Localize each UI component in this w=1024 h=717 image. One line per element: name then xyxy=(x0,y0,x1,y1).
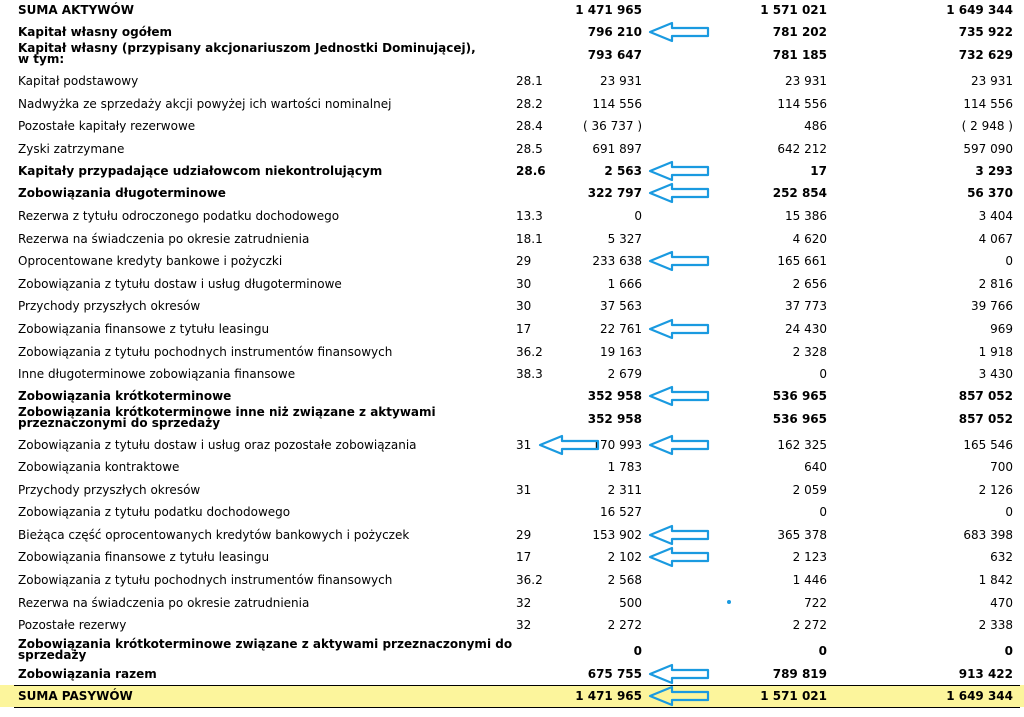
row-label: Zobowiązania z tytułu dostaw i usług długoterminowe xyxy=(18,277,342,291)
value-col-2: 4 620 xyxy=(792,232,827,246)
value-col-3: 23 931 xyxy=(971,74,1013,88)
value-col-1: 233 638 xyxy=(592,254,642,268)
value-col-1: ( 36 737 ) xyxy=(583,119,642,133)
value-col-2: 2 059 xyxy=(792,483,827,497)
row-label: Pozostałe rezerwy xyxy=(18,618,127,632)
value-col-1: 19 163 xyxy=(600,345,642,359)
value-col-1: 1 471 965 xyxy=(575,3,642,17)
value-col-3: 1 918 xyxy=(978,345,1013,359)
value-col-1: 796 210 xyxy=(587,25,642,39)
value-col-3: 2 126 xyxy=(978,483,1013,497)
row-label: Kapitał podstawowy xyxy=(18,74,139,88)
value-col-3: 632 xyxy=(990,550,1013,564)
row-label: Oprocentowane kredyty bankowe i pożyczki xyxy=(18,254,283,268)
value-col-1: 352 958 xyxy=(587,412,642,426)
row-label: Pozostałe kapitały rezerwowe xyxy=(18,119,196,133)
value-col-2: 1 571 021 xyxy=(760,3,827,17)
row-label: Rezerwa na świadczenia po okresie zatrudnienia xyxy=(18,596,310,610)
note-number: 13.3 xyxy=(516,209,543,223)
row-label: Zyski zatrzymane xyxy=(18,142,125,156)
arrow-left-icon xyxy=(650,436,708,454)
value-col-2: 252 854 xyxy=(772,186,827,200)
value-col-3: 597 090 xyxy=(963,142,1013,156)
row-label: SUMA AKTYWÓW xyxy=(18,3,134,17)
note-number: 32 xyxy=(516,596,532,610)
value-col-1: 2 563 xyxy=(604,164,642,178)
value-col-3: 1 649 344 xyxy=(946,3,1013,17)
row-label: Zobowiązania krótkoterminowe związane z aktywami przeznaczonymi do sprzedaży xyxy=(18,637,513,662)
value-col-1: 2 568 xyxy=(607,573,642,587)
row-label: Kapitały przypadające udziałowcom niekontrolującym xyxy=(18,164,383,178)
value-col-1: 1 471 965 xyxy=(575,689,642,703)
value-col-3: 857 052 xyxy=(958,412,1013,426)
arrow-left-icon xyxy=(650,665,708,683)
value-col-1: 2 272 xyxy=(607,618,642,632)
arrow-left-icon xyxy=(650,162,708,180)
value-col-2: 1 571 021 xyxy=(760,689,827,703)
value-col-2: 536 965 xyxy=(772,412,827,426)
value-col-3: 683 398 xyxy=(963,528,1013,542)
row-label: Przychody przyszłych okresów xyxy=(18,299,201,313)
note-number: 28.6 xyxy=(516,164,546,178)
row-label: Inne długoterminowe zobowiązania finansowe xyxy=(18,367,296,381)
row-label: Zobowiązania razem xyxy=(18,667,157,681)
value-col-3: 3 404 xyxy=(978,209,1013,223)
value-col-3: 700 xyxy=(990,460,1013,474)
value-col-1: 793 647 xyxy=(587,48,642,62)
value-col-1: 16 527 xyxy=(600,505,642,519)
note-number: 28.4 xyxy=(516,119,543,133)
arrow-left-icon xyxy=(650,548,708,566)
row-label: Zobowiązania kontraktowe xyxy=(18,460,180,474)
value-col-1: 500 xyxy=(619,596,642,610)
value-col-1: 22 761 xyxy=(600,322,642,336)
value-col-2: 23 931 xyxy=(785,74,827,88)
value-col-1: 0 xyxy=(633,644,642,658)
row-label: Zobowiązania długoterminowe xyxy=(18,186,226,200)
arrow-left-icon xyxy=(540,436,598,454)
value-col-3: 114 556 xyxy=(963,97,1013,111)
value-col-1: 23 931 xyxy=(600,74,642,88)
value-col-3: 56 370 xyxy=(967,186,1013,200)
note-number: 17 xyxy=(516,322,532,336)
value-col-2: 0 xyxy=(818,644,827,658)
note-number: 36.2 xyxy=(516,345,543,359)
value-col-1: 2 102 xyxy=(607,550,642,564)
row-label: Zobowiązania z tytułu podatku dochodowego xyxy=(18,505,291,519)
value-col-2: 1 446 xyxy=(792,573,827,587)
stray-dot xyxy=(727,600,731,604)
value-col-2: 536 965 xyxy=(772,389,827,403)
value-col-3: 2 338 xyxy=(978,618,1013,632)
row-label: Zobowiązania z tytułu pochodnych instrumentów finansowych xyxy=(18,573,393,587)
value-col-1: 0 xyxy=(634,209,642,223)
note-number: 28.5 xyxy=(516,142,543,156)
arrow-left-icon xyxy=(650,184,708,202)
value-col-2: 165 661 xyxy=(777,254,827,268)
value-col-1: 352 958 xyxy=(587,389,642,403)
value-col-3: 470 xyxy=(990,596,1013,610)
row-label: SUMA PASYWÓW xyxy=(18,689,133,703)
row-label: Zobowiązania z tytułu dostaw i usług oraz pozostałe zobowiązania xyxy=(18,438,417,452)
row-label: Zobowiązania krótkoterminowe inne niż związane z aktywami przeznaczonymi do sprzedaży xyxy=(18,405,436,430)
value-col-2: 17 xyxy=(810,164,827,178)
value-col-2: 789 819 xyxy=(772,667,827,681)
arrow-left-icon xyxy=(650,687,708,705)
arrow-left-icon xyxy=(650,526,708,544)
value-col-1: 153 902 xyxy=(592,528,642,542)
value-col-2: 2 272 xyxy=(792,618,827,632)
arrow-left-icon xyxy=(650,252,708,270)
row-label: Zobowiązania krótkoterminowe xyxy=(18,389,232,403)
value-col-3: 1 649 344 xyxy=(946,689,1013,703)
value-col-3: 2 816 xyxy=(978,277,1013,291)
row-label: Nadwyżka ze sprzedaży akcji powyżej ich wartości nominalnej xyxy=(18,97,392,111)
row-label: Kapitał własny (przypisany akcjonariuszom Jednostki Dominującej), w tym: xyxy=(18,41,476,66)
value-col-1: 691 897 xyxy=(592,142,642,156)
value-col-3: ( 2 948 ) xyxy=(961,119,1013,133)
value-col-2: 24 430 xyxy=(785,322,827,336)
value-col-2: 0 xyxy=(819,505,827,519)
value-col-2: 37 773 xyxy=(785,299,827,313)
note-number: 31 xyxy=(516,483,532,497)
row-label: Zobowiązania finansowe z tytułu leasingu xyxy=(18,322,270,336)
value-col-1: 2 311 xyxy=(607,483,642,497)
arrow-left-icon xyxy=(650,23,708,41)
value-col-2: 114 556 xyxy=(777,97,827,111)
value-col-2: 2 123 xyxy=(792,550,827,564)
value-col-2: 486 xyxy=(804,119,827,133)
value-col-1: 2 679 xyxy=(607,367,642,381)
note-number: 29 xyxy=(516,528,532,542)
value-col-3: 913 422 xyxy=(958,667,1013,681)
value-col-3: 4 067 xyxy=(978,232,1013,246)
note-number: 30 xyxy=(516,277,532,291)
note-number: 31 xyxy=(516,438,532,452)
row-label: Rezerwa z tytułu odroczonego podatku dochodowego xyxy=(18,209,340,223)
note-number: 28.2 xyxy=(516,97,543,111)
row-label: Kapitał własny ogółem xyxy=(18,25,173,39)
value-col-1: 170 993 xyxy=(592,438,642,452)
note-number: 38.3 xyxy=(516,367,543,381)
value-col-1: 1 783 xyxy=(607,460,642,474)
row-label: Zobowiązania z tytułu pochodnych instrumentów finansowych xyxy=(18,345,393,359)
note-number: 30 xyxy=(516,299,532,313)
value-col-3: 0 xyxy=(1005,505,1013,519)
arrow-left-icon xyxy=(650,387,708,405)
value-col-3: 3 293 xyxy=(975,164,1013,178)
value-col-3: 732 629 xyxy=(958,48,1013,62)
value-col-2: 781 202 xyxy=(772,25,827,39)
value-col-1: 675 755 xyxy=(587,667,642,681)
value-col-2: 2 328 xyxy=(792,345,827,359)
value-col-3: 735 922 xyxy=(958,25,1013,39)
arrow-left-icon xyxy=(650,320,708,338)
row-label: Rezerwa na świadczenia po okresie zatrudnienia xyxy=(18,232,310,246)
note-number: 32 xyxy=(516,618,532,632)
value-col-2: 162 325 xyxy=(777,438,827,452)
value-col-1: 114 556 xyxy=(592,97,642,111)
value-col-3: 3 430 xyxy=(978,367,1013,381)
note-number: 17 xyxy=(516,550,532,564)
value-col-2: 15 386 xyxy=(785,209,827,223)
value-col-3: 1 842 xyxy=(978,573,1013,587)
value-col-2: 2 656 xyxy=(792,277,827,291)
value-col-3: 165 546 xyxy=(963,438,1013,452)
value-col-3: 857 052 xyxy=(958,389,1013,403)
value-col-1: 1 666 xyxy=(607,277,642,291)
value-col-2: 781 185 xyxy=(772,48,827,62)
note-number: 28.1 xyxy=(516,74,543,88)
value-col-2: 642 212 xyxy=(777,142,827,156)
value-col-2: 365 378 xyxy=(777,528,827,542)
value-col-3: 0 xyxy=(1004,644,1013,658)
row-label: Przychody przyszłych okresów xyxy=(18,483,201,497)
note-number: 29 xyxy=(516,254,532,268)
note-number: 36.2 xyxy=(516,573,543,587)
value-col-1: 37 563 xyxy=(600,299,642,313)
value-col-2: 640 xyxy=(804,460,827,474)
note-number: 18.1 xyxy=(516,232,543,246)
value-col-3: 969 xyxy=(990,322,1013,336)
row-label: Zobowiązania finansowe z tytułu leasingu xyxy=(18,550,270,564)
value-col-3: 39 766 xyxy=(971,299,1013,313)
row-label: Bieżąca część oprocentowanych kredytów bankowych i pożyczek xyxy=(18,528,410,542)
value-col-1: 322 797 xyxy=(587,186,642,200)
value-col-2: 722 xyxy=(804,596,827,610)
value-col-2: 0 xyxy=(819,367,827,381)
value-col-1: 5 327 xyxy=(607,232,642,246)
value-col-3: 0 xyxy=(1005,254,1013,268)
